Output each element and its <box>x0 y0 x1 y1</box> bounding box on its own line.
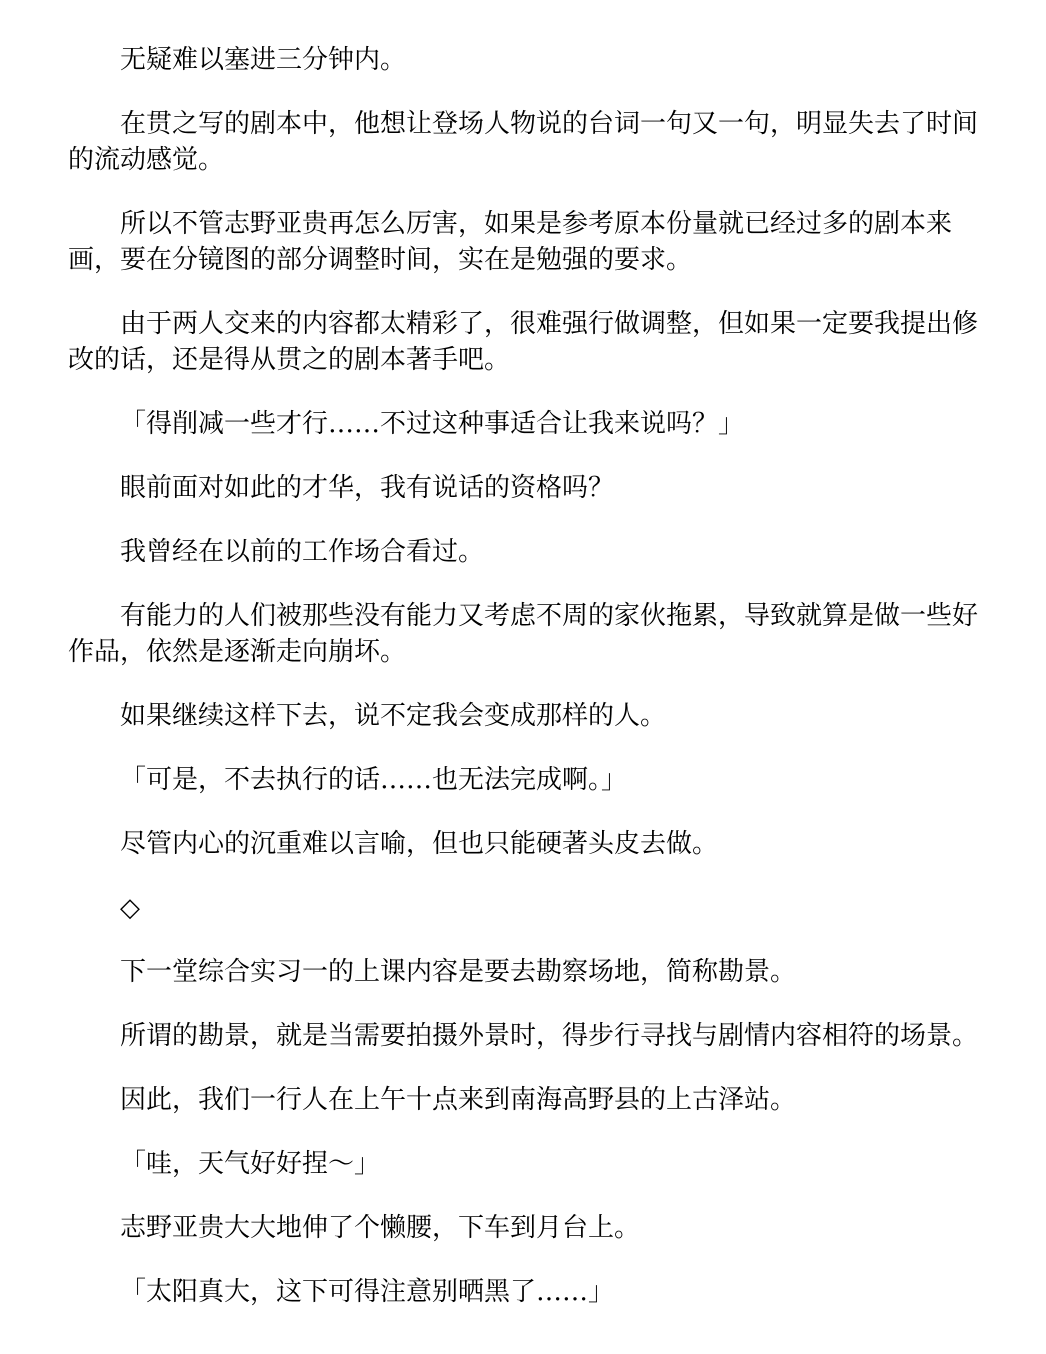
scene-break-diamond: ◇ <box>120 893 140 923</box>
document-page <box>68 42 980 1338</box>
paragraph-10-dialogue: 「可是，不去执行的话……也无法完成啊。」 <box>120 765 628 795</box>
paragraph-17: 志野亚贵大大地伸了个懒腰，下车到月台上。 <box>120 1213 641 1243</box>
paragraph-8: 有能力的人们被那些没有能力又考虑不周的家伙拖累，导致就算是做一些好作品，依然是逐渐走向崩坏。 <box>68 601 979 667</box>
paragraph-15: 因此，我们一行人在上午十点来到南海高野县的上古泽站。 <box>120 1085 797 1115</box>
paragraph-11: 尽管内心的沉重难以言喻，但也只能硬著头皮去做。 <box>120 829 719 859</box>
paragraph-4: 由于两人交来的内容都太精彩了，很难强行做调整，但如果一定要我提出修改的话，还是得从贯之的剧本著手吧。 <box>68 309 979 375</box>
paragraph-9: 如果继续这样下去，说不定我会变成那样的人。 <box>120 701 667 731</box>
paragraph-5-dialogue: 「得削减一些才行……不过这种事适合让我来说吗？」 <box>120 409 745 439</box>
paragraph-14: 所谓的勘景，就是当需要拍摄外景时，得步行寻找与剧情内容相符的场景。 <box>120 1021 979 1051</box>
paragraph-3: 所以不管志野亚贵再怎么厉害，如果是参考原本份量就已经过多的剧本来画，要在分镜图的部分调整时间，实在是勉强的要求。 <box>68 209 953 275</box>
paragraph-13: 下一堂综合实习一的上课内容是要去勘察场地，简称勘景。 <box>120 957 797 987</box>
paragraph-18-dialogue: 「太阳真大，这下可得注意别晒黑了……」 <box>120 1277 615 1307</box>
paragraph-16-dialogue: 「哇，天气好好捏～」 <box>120 1149 381 1179</box>
paragraph-6: 眼前面对如此的才华，我有说话的资格吗？ <box>120 473 615 503</box>
paragraph-2: 在贯之写的剧本中，他想让登场人物说的台词一句又一句，明显失去了时间的流动感觉。 <box>68 109 979 175</box>
paragraph-7: 我曾经在以前的工作场合看过。 <box>120 537 485 567</box>
paragraph-1: 无疑难以塞进三分钟内。 <box>120 45 407 75</box>
